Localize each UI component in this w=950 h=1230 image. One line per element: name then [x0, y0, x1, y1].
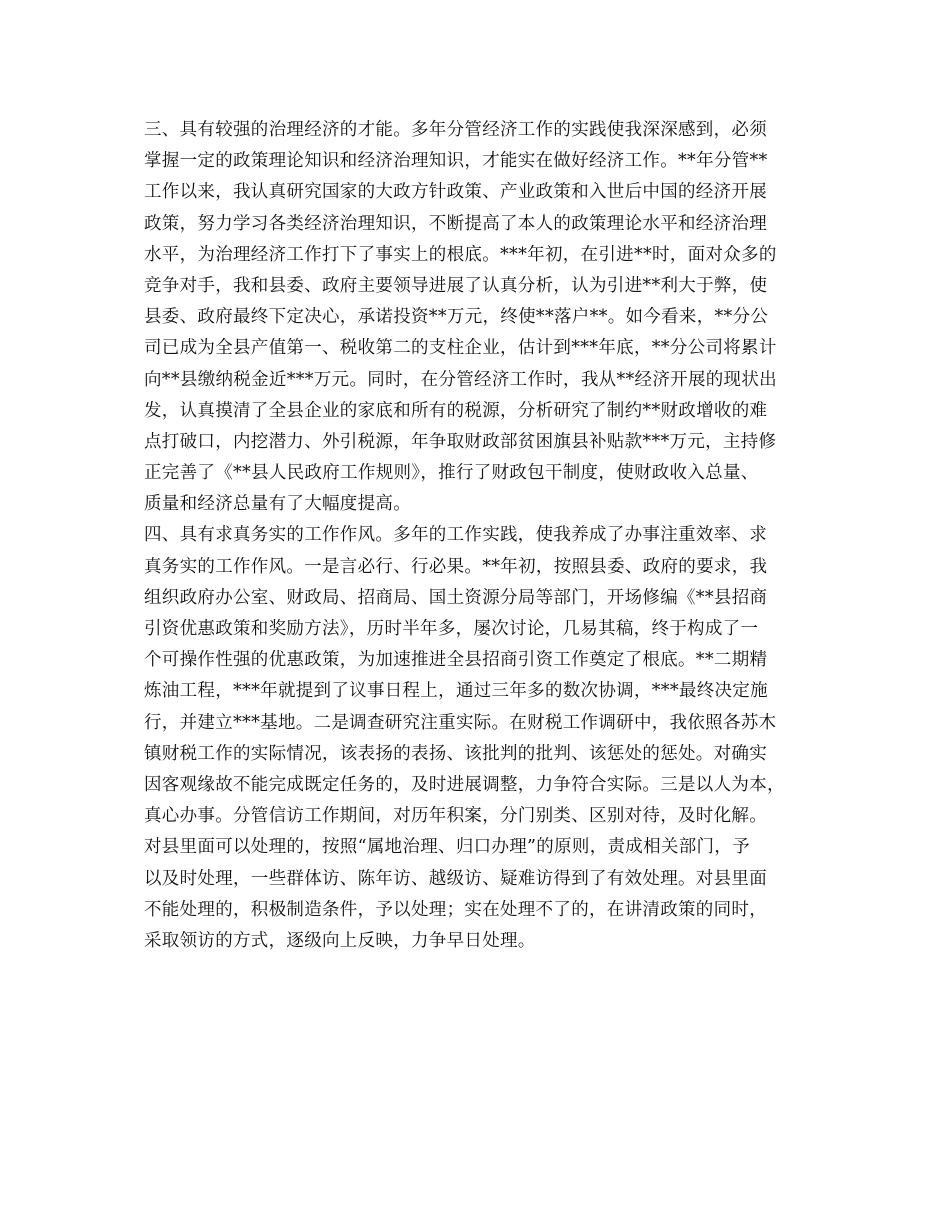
- text-line-9: 向**县缴纳税金近***万元。同时，在分管经济工作时，我从**经济开展的现状出: [144, 369, 777, 390]
- text-line-2: 掌握一定的政策理论知识和经济治理知识，才能实在做好经济工作。**年分管**: [144, 151, 768, 172]
- text-line-20: 行，并建立***基地。二是调查研究注重实际。在财税工作调研中，我依照各苏木: [144, 712, 777, 733]
- text-line-8: 司已成为全县产值第一、税收第二的支柱企业，估计到***年底，**分公司将累计: [144, 338, 777, 359]
- text-line-5: 水平，为治理经济工作打下了事实上的根底。***年初，在引进**时，面对众多的: [144, 244, 777, 265]
- text-line-24: 对县里面可以处理的，按照“属地治理、归口办理”的原则，责成相关部门，予: [144, 837, 750, 858]
- text-line-27: 采取领访的方式，逐级向上反映，力争早日处理。: [144, 930, 536, 951]
- text-line-21: 镇财税工作的实际情况，该表扬的表扬、该批判的批判、该惩处的惩处。对确实: [144, 743, 767, 764]
- text-line-12: 正完善了《**县人民政府工作规则》，推行了财政包干制度，使财政收入总量、: [144, 463, 759, 484]
- text-line-11: 点打破口，内挖潜力、外引税源，年争取财政部贫困旗县补贴款***万元，主持修: [144, 431, 777, 452]
- text-line-13: 质量和经济总量有了大幅度提高。: [144, 494, 411, 515]
- text-line-14: 四、具有求真务实的工作作风。多年的工作实践，使我养成了办事注重效率、求: [144, 525, 767, 546]
- text-line-26: 不能处理的，积极制造条件，予以处理；实在处理不了的，在讲清政策的同时，: [144, 899, 767, 920]
- text-line-10: 发，认真摸清了全县企业的家底和所有的税源，分析研究了制约**财政增收的难: [144, 400, 768, 421]
- document-body: [144, 115, 804, 957]
- text-line-19: 炼油工程，***年就提到了议事日程上，通过三年多的数次协调，***最终决定施: [144, 681, 768, 702]
- text-line-7: 县委、政府最终下定决心，承诺投资**万元，终使**落户**。如今看来，**分公: [144, 307, 769, 328]
- text-line-15: 真务实的工作作风。一是言必行、行必果。**年初，按照县委、政府的要求，我: [144, 556, 768, 577]
- text-line-1: 三、具有较强的治理经济的才能。多年分管经济工作的实践使我深深感到，必须: [144, 120, 767, 140]
- text-line-23: 真心办事。分管信访工作期间，对历年积案，分门别类、区别对待，及时化解。: [144, 806, 767, 827]
- text-line-22: 因客观缘故不能完成既定任务的，及时进展调整，力争符合实际。三是以人为本，: [144, 774, 785, 795]
- text-line-6: 竞争对手，我和县委、政府主要领导进展了认真分析，认为引进**利大于弊，使: [144, 275, 768, 296]
- text-line-18: 个可操作性强的优惠政策，为加速推进全县招商引资工作奠定了根底。**二期精: [144, 650, 768, 671]
- text-line-3: 工作以来，我认真研究国家的大政方针政策、产业政策和入世后中国的经济开展: [144, 182, 767, 203]
- text-line-4: 政策，努力学习各类经济治理知识，不断提高了本人的政策理论水平和经济治理: [144, 213, 767, 234]
- text-line-16: 组织政府办公室、财政局、招商局、国土资源分局等部门，开场修编《**县招商: [144, 587, 768, 608]
- text-line-17: 引资优惠政策和奖励方法》，历时半年多，屡次讨论，几易其稿，终于构成了一: [144, 619, 759, 639]
- text-line-25: 以及时处理，一些群体访、陈年访、越级访、疑难访得到了有效处理。对县里面: [144, 868, 767, 889]
